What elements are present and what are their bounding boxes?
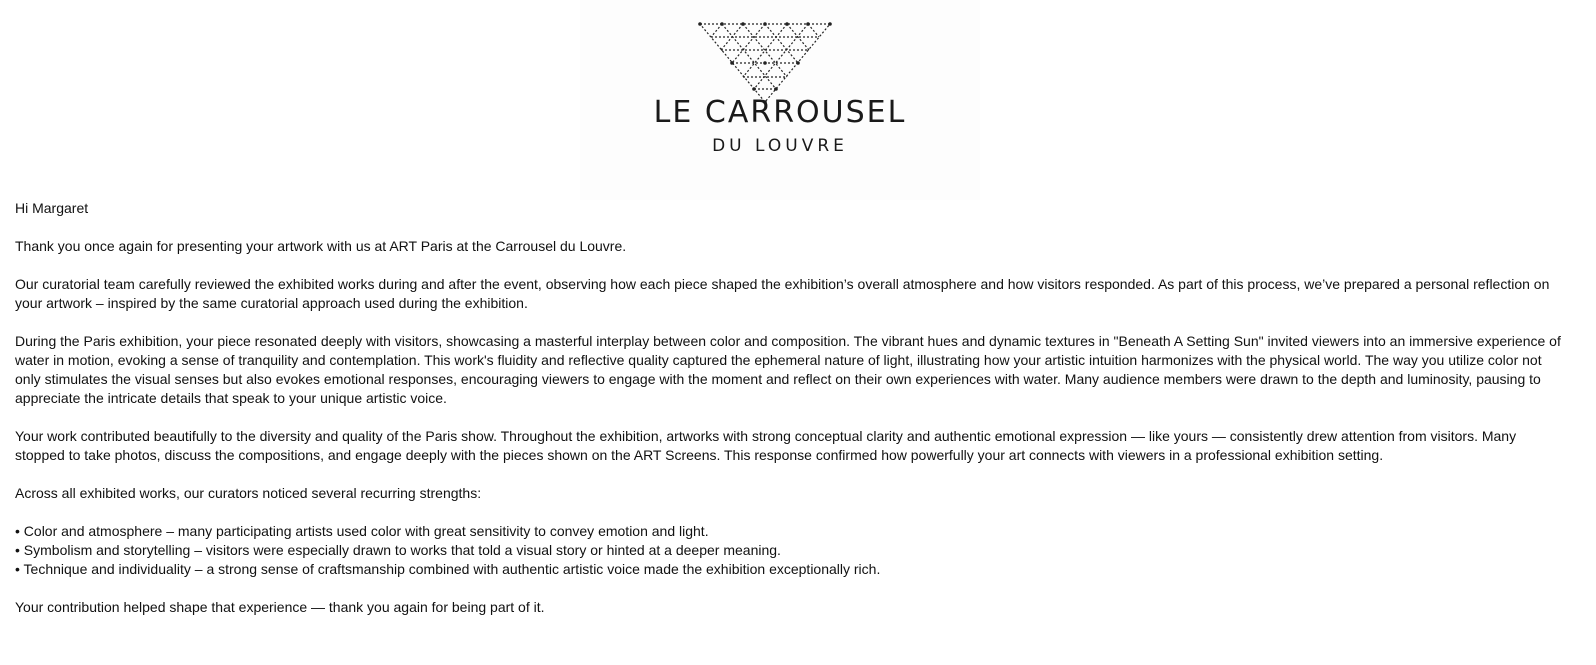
list-item: • Symbolism and storytelling – visitors were especially drawn to works that told a visual story or hinted at a deeper meaning. [15,542,781,558]
strengths-list [15,522,1563,579]
email-body [15,199,1563,636]
body-paragraph-5: Across all exhibited works, our curators noticed several recurring strengths: [15,485,482,501]
closing-paragraph: Your contribution helped shape that experience — thank you again for being part of it. [15,599,545,615]
list-item: • Technique and individuality – a strong sense of craftsmanship combined with authentic artistic voice made the exhibition exceptionally rich. [15,561,881,577]
body-paragraph-4: Your work contributed beautifully to the diversity and quality of the Paris show. Throughout the exhibition, artworks with strong conceptual clarity and authentic emotional expression — like yours — consistently drew attention from visitors. Many stopped to take photos, discuss the compositions, and engage deeply with the pieces shown on the ART Screens. This response confirmed how powerfully your art connects with viewers in a professional exhibition setting. [15,428,1517,463]
carrousel-logo [580,0,980,200]
body-paragraph-2: Our curatorial team carefully reviewed the exhibited works during and after the event, observing how each piece shaped the exhibition’s overall atmosphere and how visitors responded. As part of this process, we’ve prepared a personal reflection on your artwork – inspired by the same curatorial approach used during the exhibition. [15,276,1550,311]
list-item: • Color and atmosphere – many participating artists used color with great sensitivity to convey emotion and light. [15,523,709,539]
email-header [580,0,980,200]
logo-subtitle: DU LOUVRE [712,136,848,156]
greeting: Hi Margaret [15,200,89,216]
logo-title: LE CARROUSEL [653,95,907,130]
body-paragraph-3: During the Paris exhibition, your piece resonated deeply with visitors, showcasing a masterful interplay between color and composition. The vibrant hues and dynamic textures in "Beneath A Setting Sun" invited viewers into an immersive experience of water in motion, evoking a sense of tranquility and contemplation. This work's fluidity and reflective quality captured the ephemeral nature of light, illustrating how your artistic intuition harmonizes with the physical world. The way you utilize color not only stimulates the visual senses but also evokes emotional responses, encouraging viewers to engage with the moment and reflect on their own experiences with water. Many audience members were drawn to the depth and luminosity, pausing to appreciate the intricate details that speak to your unique artistic voice. [15,333,1561,406]
body-paragraph-1: Thank you once again for presenting your artwork with us at ART Paris at the Carrousel du Louvre. [15,238,627,254]
